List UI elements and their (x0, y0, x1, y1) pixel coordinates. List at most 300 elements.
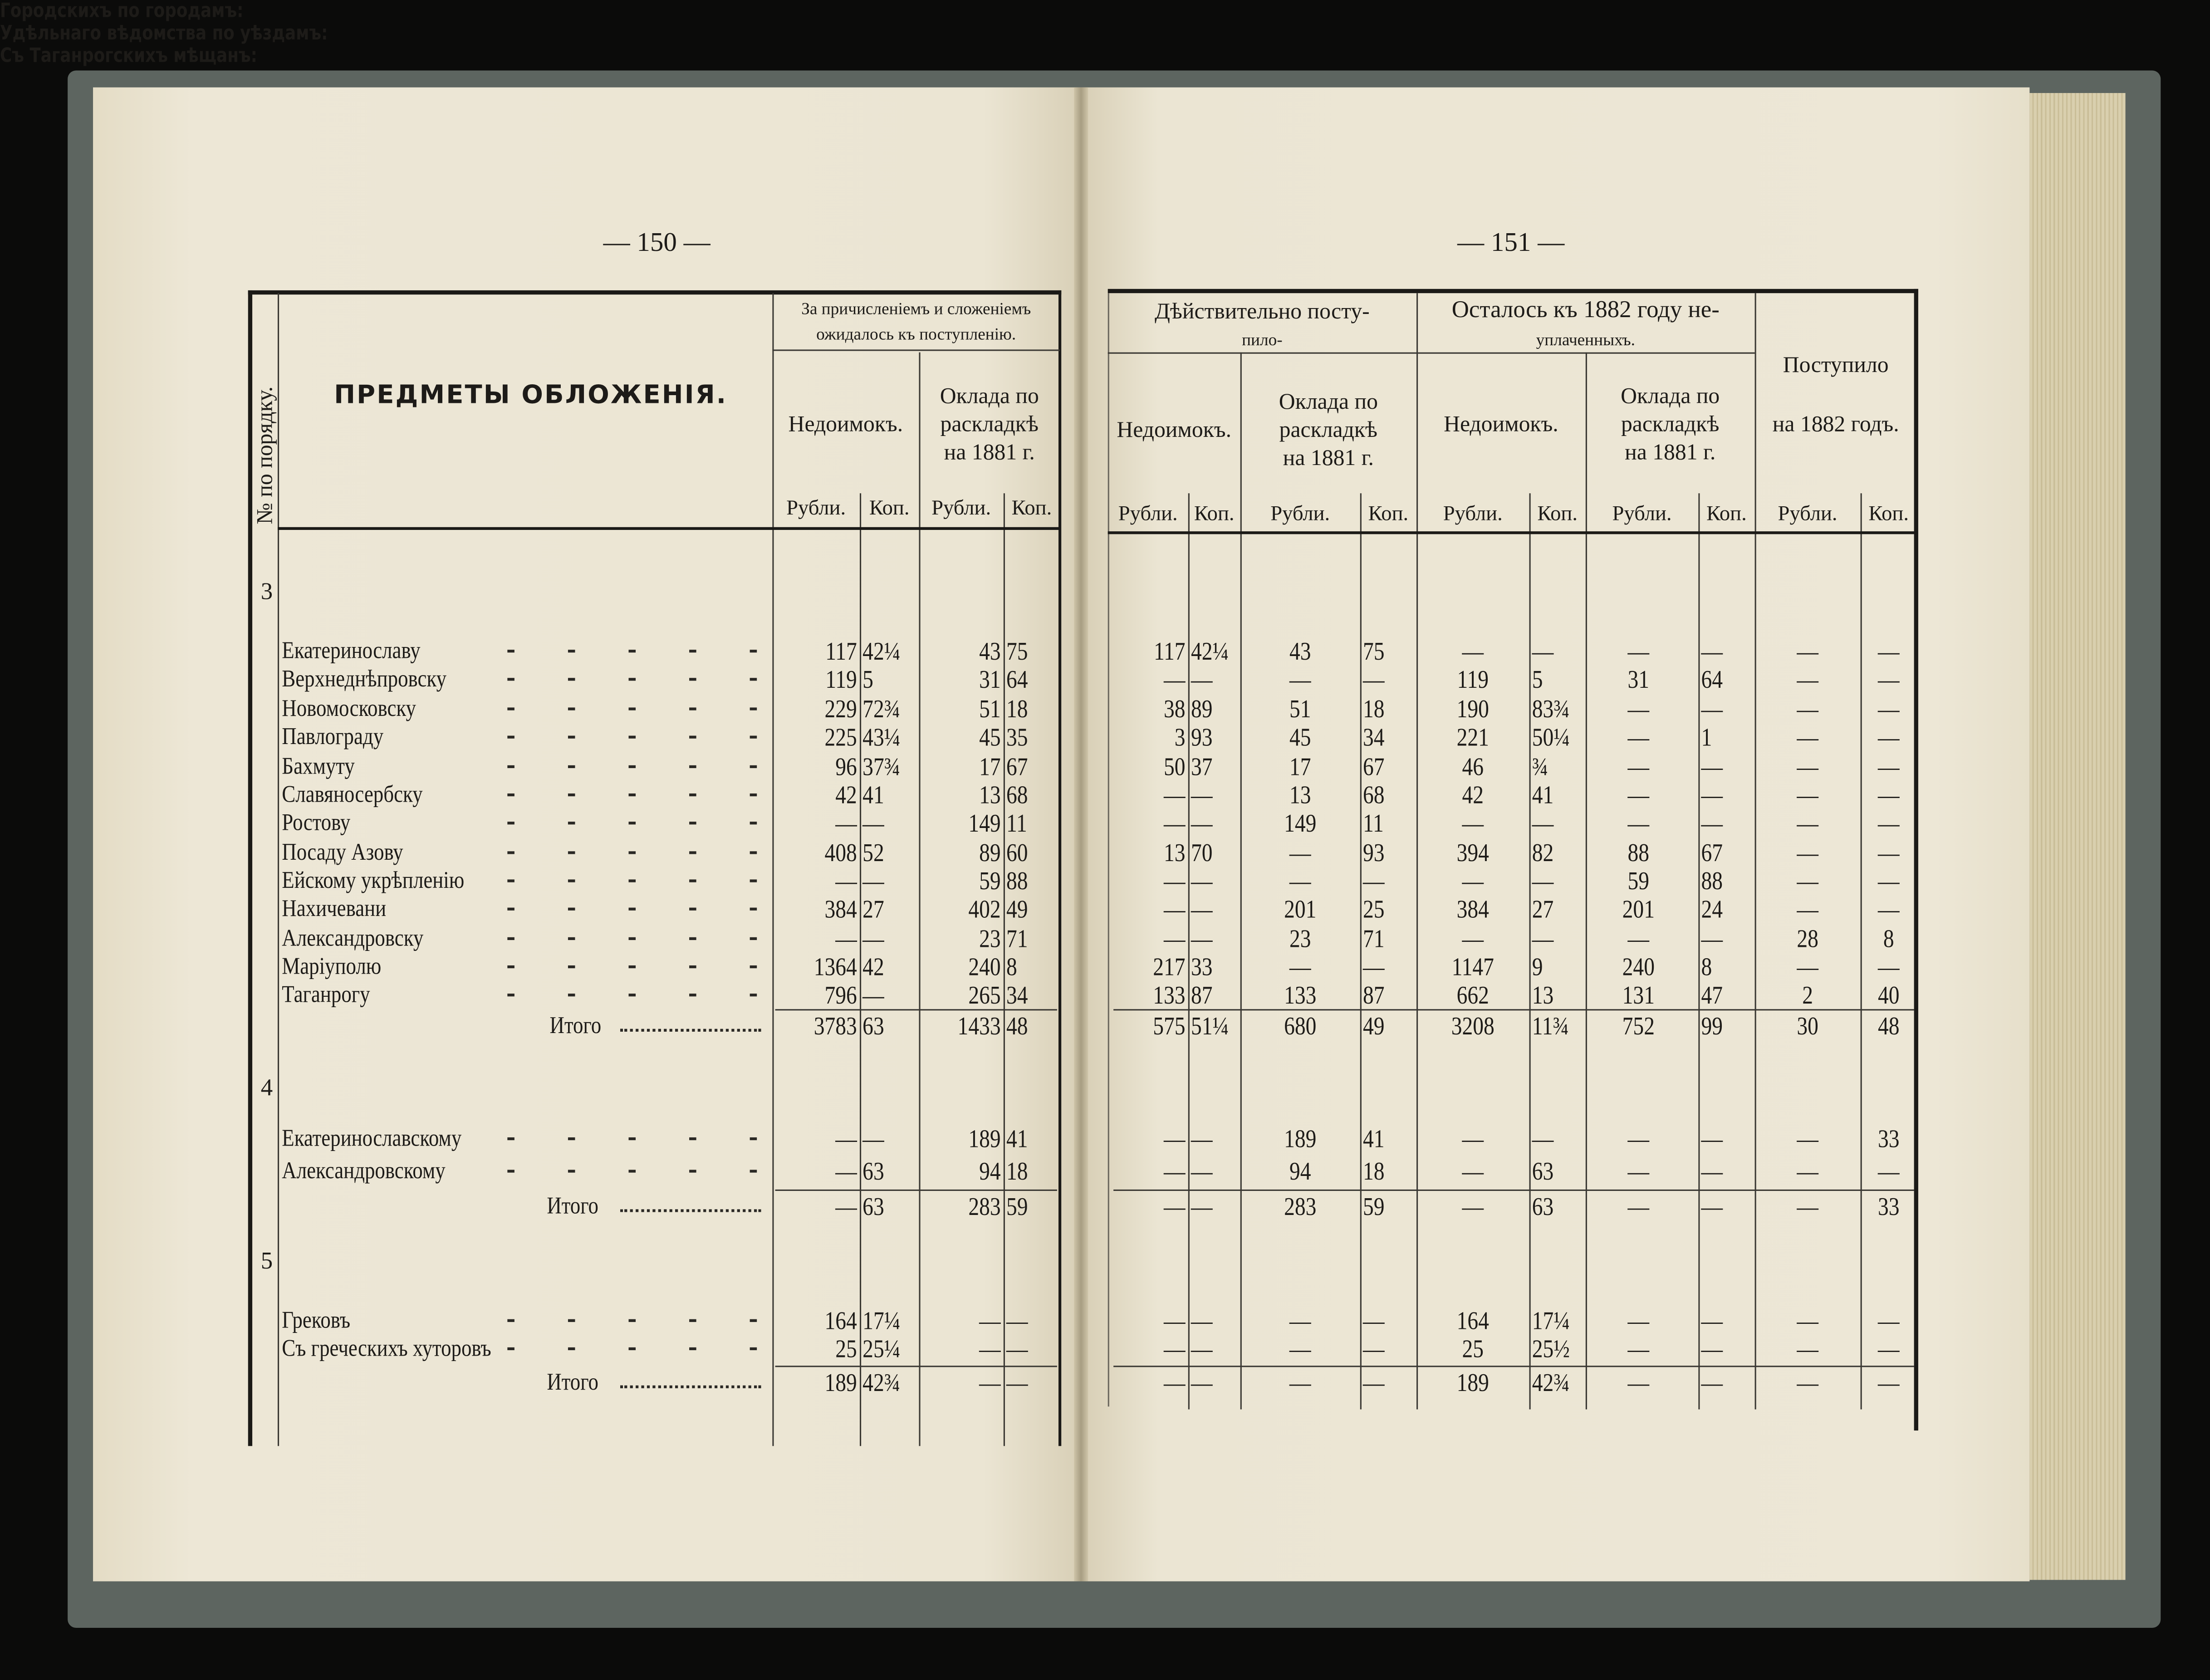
value-cell: 93 (1191, 723, 1213, 751)
value-cell: — (1797, 1124, 1818, 1153)
section-title: Съ Таганрогскихъ мѣщанъ: (0, 45, 257, 68)
total-cell: — (1627, 1192, 1650, 1221)
value-cell: — (1701, 1334, 1723, 1363)
value-cell: 17 (979, 752, 1001, 781)
leader-dash (507, 965, 515, 968)
value-cell: 89 (1191, 695, 1213, 723)
leader-dash (568, 707, 575, 710)
value-cell: 34 (1006, 981, 1028, 1009)
value-cell: 88 (1627, 838, 1650, 867)
row-label: Съ греческихъ хуторовъ (282, 1334, 491, 1362)
value-cell: 402 (968, 895, 1001, 923)
value-cell: — (1532, 637, 1554, 666)
value-cell: 119 (825, 665, 857, 694)
value-cell: 68 (1006, 781, 1028, 809)
value-cell: 45 (1289, 723, 1311, 751)
value-cell: — (1877, 695, 1900, 723)
value-cell: 41 (862, 781, 884, 809)
value-cell: 41 (1532, 781, 1554, 809)
assessment-header-1: Оклада по (1279, 390, 1378, 415)
row-label: Александровску (282, 924, 424, 951)
value-cell: — (1532, 1124, 1554, 1153)
leader-dash (628, 736, 636, 739)
value-cell: — (1797, 1306, 1818, 1335)
subjects-column-header: ПРЕДМЕТЫ ОБЛОЖЕНІЯ. (334, 380, 728, 410)
leader-dash (507, 1137, 515, 1140)
value-cell: 87 (1362, 981, 1385, 1009)
total-cell: — (1797, 1368, 1818, 1397)
leader-dash (628, 1319, 636, 1322)
total-cell: 30 (1797, 1012, 1818, 1040)
value-cell: 63 (862, 1157, 884, 1185)
value-cell: — (1877, 809, 1900, 838)
rub-header: Рубли. (786, 497, 846, 520)
received-header: Дѣйствительно посту- (1155, 300, 1370, 324)
value-cell: 240 (968, 952, 1001, 981)
total-cell: — (1627, 1368, 1650, 1397)
value-cell: 189 (1284, 1124, 1317, 1153)
assessment-header-2: раскладкѣ (1279, 418, 1378, 443)
value-cell: 72¾ (862, 695, 901, 723)
value-cell: 50¼ (1532, 723, 1570, 751)
leader-dash (507, 707, 515, 710)
value-cell: — (1164, 867, 1186, 895)
value-cell: 88 (1701, 867, 1723, 895)
value-cell: 40 (1877, 981, 1900, 1009)
leader-dash (628, 1170, 636, 1172)
value-cell: — (1289, 1306, 1311, 1335)
leader-dash (628, 1137, 636, 1140)
value-cell: 59 (1627, 867, 1650, 895)
value-cell: 13 (1289, 781, 1311, 809)
value-cell: — (1797, 1334, 1818, 1363)
value-cell: — (1797, 1157, 1818, 1185)
value-cell: 28 (1797, 924, 1818, 953)
received-header-line2: пило- (1242, 329, 1283, 350)
value-cell: — (1191, 1157, 1213, 1185)
total-cell: 59 (1362, 1192, 1385, 1221)
arrears-header: Недоимокъ. (788, 413, 903, 437)
rub-header: Рубли. (1118, 503, 1178, 526)
total-cell: 48 (1006, 1012, 1028, 1040)
leader-dash (568, 822, 575, 824)
value-cell: 37¾ (862, 752, 901, 781)
row-label: Верхнеднѣпровску (282, 665, 447, 692)
value-cell: — (1877, 952, 1900, 981)
total-label: Итого (547, 1368, 598, 1396)
value-cell: 240 (1622, 952, 1655, 981)
leader-dash (689, 1347, 696, 1350)
leader-dash (568, 1137, 575, 1140)
value-cell: 149 (968, 809, 1001, 838)
value-cell: 68 (1362, 781, 1385, 809)
total-cell: 49 (1362, 1012, 1385, 1040)
value-cell: — (1164, 809, 1186, 838)
value-cell: — (1797, 781, 1818, 809)
value-cell: — (1532, 809, 1554, 838)
value-cell: 52 (862, 838, 884, 867)
leader-dash (750, 793, 757, 796)
value-cell: — (1289, 867, 1311, 895)
leader-dash (507, 822, 515, 824)
value-cell: 217 (1153, 952, 1186, 981)
leader-dash (568, 937, 575, 940)
value-cell: — (1191, 1334, 1213, 1363)
leader-dash (568, 678, 575, 681)
total-cell: — (1462, 1192, 1484, 1221)
total-cell: 59 (1006, 1192, 1028, 1221)
value-cell: 2 (1802, 981, 1813, 1009)
total-cell: — (979, 1368, 1001, 1397)
value-cell: — (835, 1157, 857, 1185)
value-cell: — (1701, 1124, 1723, 1153)
value-cell: — (1462, 867, 1484, 895)
value-cell: — (1877, 1334, 1900, 1363)
value-cell: 42¼ (862, 637, 901, 666)
value-cell: 408 (824, 838, 857, 867)
value-cell: — (1797, 952, 1818, 981)
total-rule (1113, 1190, 1914, 1191)
value-cell: — (1627, 781, 1650, 809)
leader-dash (507, 1170, 515, 1172)
leader-dash (628, 765, 636, 768)
value-cell: 25¼ (862, 1334, 901, 1363)
value-cell: 11 (1006, 809, 1027, 838)
total-cell: — (1164, 1368, 1186, 1397)
value-cell: 34 (1362, 723, 1385, 751)
value-cell: 13 (979, 781, 1001, 809)
value-cell: — (1164, 1306, 1186, 1335)
value-cell: 18 (1362, 695, 1385, 723)
value-cell: 662 (1456, 981, 1489, 1009)
value-cell: 189 (968, 1124, 1001, 1153)
total-rule (775, 1366, 1057, 1367)
leader-dash (689, 678, 696, 681)
value-cell: 17 (1289, 752, 1311, 781)
total-cell: 11¾ (1532, 1012, 1569, 1040)
value-cell: 8 (1883, 924, 1894, 953)
value-cell: — (1627, 809, 1650, 838)
value-cell: 384 (824, 895, 857, 923)
value-cell: 17¼ (1532, 1306, 1570, 1335)
group-header: За причисленіемъ и сложеніемъ (801, 299, 1031, 319)
total-cell: — (1797, 1192, 1818, 1221)
value-cell: 8 (1701, 952, 1712, 981)
leader-dash (507, 793, 515, 796)
value-cell: 60 (1006, 838, 1028, 867)
value-cell: 43 (1289, 637, 1311, 666)
value-cell: — (1877, 1306, 1900, 1335)
leader-dash (568, 994, 575, 996)
total-cell: 99 (1701, 1012, 1723, 1040)
value-cell: 18 (1006, 1157, 1028, 1185)
value-cell: 1147 (1451, 952, 1494, 981)
leader-dash (507, 1319, 515, 1322)
total-cell: 63 (862, 1192, 884, 1221)
value-cell: — (1462, 1124, 1484, 1153)
row-label: Ростову (282, 809, 351, 836)
row-label: Бахмуту (282, 752, 355, 779)
value-cell: 201 (1622, 895, 1655, 923)
value-cell: — (1877, 838, 1900, 867)
value-cell: 190 (1456, 695, 1489, 723)
value-cell: — (1701, 924, 1723, 953)
leader-dash (568, 1347, 575, 1350)
section-number: 5 (260, 1247, 273, 1274)
value-cell: — (1191, 1124, 1213, 1153)
total-cell: — (1164, 1192, 1186, 1221)
value-cell: 18 (1362, 1157, 1385, 1185)
value-cell: — (835, 867, 857, 895)
total-label: Итого (547, 1192, 598, 1220)
value-cell: — (1532, 867, 1554, 895)
value-cell: 117 (825, 637, 857, 666)
value-cell: 59 (979, 867, 1001, 895)
row-label: Новомосковску (282, 695, 416, 722)
value-cell: 25 (835, 1334, 857, 1363)
value-cell: — (1191, 665, 1213, 694)
leader-dash (689, 965, 696, 968)
leader-dash (750, 851, 757, 854)
value-cell: 41 (1362, 1124, 1385, 1153)
value-cell: — (1627, 1334, 1650, 1363)
leader-dash (689, 765, 696, 768)
leader-dash (507, 851, 515, 854)
value-cell: 67 (1362, 752, 1385, 781)
value-cell: — (1627, 1124, 1650, 1153)
value-cell: — (1877, 895, 1900, 923)
total-cell: 283 (1284, 1192, 1317, 1221)
leader-dash (628, 879, 636, 882)
total-cell: 48 (1877, 1012, 1900, 1040)
value-cell: — (1797, 895, 1818, 923)
value-cell: 35 (1006, 723, 1028, 751)
value-cell: — (1191, 924, 1213, 953)
total-cell: — (1362, 1368, 1385, 1397)
value-cell: 149 (1284, 809, 1317, 838)
page-number-left: — 150 — (603, 228, 711, 258)
value-cell: — (1797, 867, 1818, 895)
value-cell: — (862, 809, 884, 838)
leader-dash (507, 908, 515, 911)
kop-header: Коп. (1537, 503, 1578, 526)
value-cell: — (1164, 924, 1186, 953)
kop-header: Коп. (1368, 503, 1409, 526)
leader-dash (750, 1137, 757, 1140)
value-cell: 41 (1006, 1124, 1028, 1153)
leader-dash (507, 1347, 515, 1350)
value-cell: 23 (1289, 924, 1311, 953)
value-cell: — (1164, 1157, 1186, 1185)
value-cell: — (1877, 665, 1900, 694)
leader-dash (689, 822, 696, 824)
leader-dash (750, 736, 757, 739)
received-1882-header-1: Поступило (1783, 353, 1889, 378)
leader-dash (689, 707, 696, 710)
value-cell: — (1701, 809, 1723, 838)
value-cell: 229 (824, 695, 857, 723)
assessment-header-1: Оклада по (1621, 385, 1720, 409)
value-cell: — (1797, 665, 1818, 694)
value-cell: 3 (1174, 723, 1186, 751)
leader-dash (689, 1170, 696, 1172)
value-cell: 31 (1627, 665, 1650, 694)
leader-dash (689, 736, 696, 739)
leader-dash (507, 678, 515, 681)
value-cell: — (862, 924, 884, 953)
total-cell: 680 (1284, 1012, 1317, 1040)
leader-dash (689, 1137, 696, 1140)
total-cell: — (1877, 1368, 1900, 1397)
leader-dash (689, 1319, 696, 1322)
row-label: Екатеринославскому (282, 1124, 462, 1152)
value-cell: 88 (1006, 867, 1028, 895)
value-cell: — (1877, 752, 1900, 781)
value-cell: 31 (979, 665, 1001, 694)
value-cell: 1 (1701, 723, 1712, 751)
rub-header: Рубли. (1443, 503, 1503, 526)
total-cell: — (1191, 1192, 1213, 1221)
value-cell: 221 (1456, 723, 1489, 751)
value-cell: — (1006, 1306, 1028, 1335)
kop-header: Коп. (1868, 503, 1909, 526)
value-cell: 117 (1154, 637, 1186, 666)
received-1882-header-2: на 1882 годъ. (1772, 413, 1899, 437)
leader-dash (750, 879, 757, 882)
value-cell: — (1164, 1124, 1186, 1153)
value-cell: — (1797, 637, 1818, 666)
leader-dash (507, 650, 515, 652)
leader-dash (750, 707, 757, 710)
leader-dash (750, 937, 757, 940)
value-cell: — (1627, 752, 1650, 781)
value-cell: 5 (1532, 665, 1543, 694)
total-cell: 42¾ (1532, 1368, 1570, 1397)
section-title: Городскихъ по городамъ: (0, 0, 244, 23)
value-cell: 94 (979, 1157, 1001, 1185)
value-cell: — (1462, 809, 1484, 838)
value-cell: 42¼ (1191, 637, 1229, 666)
remaining-header-line2: уплаченныхъ. (1536, 329, 1635, 350)
group-header-line2: ожидалось къ поступленію. (816, 324, 1016, 344)
value-cell: — (1006, 1334, 1028, 1363)
value-cell: — (1191, 1306, 1213, 1335)
row-label: Павлограду (282, 723, 384, 750)
total-cell: — (835, 1192, 857, 1221)
value-cell: 93 (1362, 838, 1385, 867)
total-rule (1113, 1009, 1914, 1010)
value-cell: — (1362, 867, 1385, 895)
value-cell: 33 (1877, 1124, 1900, 1153)
leader-dots (620, 1029, 761, 1033)
assessment-header-2: раскладкѣ (940, 413, 1039, 437)
total-rule (775, 1190, 1057, 1191)
value-cell: 96 (835, 752, 857, 781)
value-cell: 1364 (813, 952, 857, 981)
row-label: Славяносербску (282, 781, 423, 808)
value-cell: — (1877, 781, 1900, 809)
value-cell: 67 (1701, 838, 1723, 867)
assessment-header-2: раскладкѣ (1621, 413, 1720, 437)
leader-dash (628, 650, 636, 652)
leader-dash (507, 994, 515, 996)
value-cell: — (1877, 723, 1900, 751)
leader-dash (628, 793, 636, 796)
leader-dash (750, 994, 757, 996)
total-cell: 189 (1456, 1368, 1489, 1397)
rub-header: Рубли. (1270, 503, 1330, 526)
value-cell: — (1362, 1306, 1385, 1335)
leader-dash (750, 650, 757, 652)
value-cell: — (1532, 924, 1554, 953)
leader-dash (568, 965, 575, 968)
value-cell: 131 (1622, 981, 1655, 1009)
row-label: Посаду Азову (282, 838, 403, 866)
value-cell: 8 (1006, 952, 1017, 981)
value-cell: — (979, 1306, 1001, 1335)
total-cell: — (1006, 1368, 1028, 1397)
value-cell: 17¼ (862, 1306, 901, 1335)
value-cell: 133 (1284, 981, 1317, 1009)
value-cell: 38 (1164, 695, 1186, 723)
section-title: Удѣльнаго вѣдомства по уѣздамъ: (0, 22, 328, 45)
leader-dash (507, 937, 515, 940)
total-cell: 51¼ (1191, 1012, 1229, 1040)
leader-dash (628, 1347, 636, 1350)
leader-dash (507, 765, 515, 768)
value-cell: 9 (1532, 952, 1543, 981)
value-cell: — (1797, 809, 1818, 838)
leader-dash (628, 851, 636, 854)
value-cell: — (1362, 665, 1385, 694)
value-cell: 18 (1006, 695, 1028, 723)
kop-header: Коп. (1706, 503, 1747, 526)
value-cell: — (1797, 838, 1818, 867)
value-cell: — (1164, 895, 1186, 923)
row-label: Грековъ (282, 1306, 351, 1333)
total-rule (1113, 1366, 1914, 1367)
value-cell: 119 (1457, 665, 1489, 694)
leader-dash (689, 879, 696, 882)
section-number: 3 (260, 578, 273, 605)
rub-header: Рубли. (1612, 503, 1672, 526)
total-cell: 42¾ (862, 1368, 901, 1397)
value-cell: 25 (1462, 1334, 1484, 1363)
leader-dash (568, 851, 575, 854)
value-cell: 25½ (1532, 1334, 1570, 1363)
value-cell: — (1627, 924, 1650, 953)
total-cell: — (1289, 1368, 1311, 1397)
total-cell: — (1701, 1368, 1723, 1397)
assessment-header-3: на 1881 г. (944, 441, 1035, 465)
value-cell: 71 (1362, 924, 1385, 953)
value-cell: 71 (1006, 924, 1028, 953)
arrears-header: Недоимокъ. (1444, 413, 1558, 437)
assessment-header-3: на 1881 г. (1283, 446, 1374, 471)
value-cell: 13 (1532, 981, 1554, 1009)
value-cell: — (1164, 781, 1186, 809)
rub-header: Рубли. (1778, 503, 1838, 526)
leader-dash (689, 937, 696, 940)
leader-dash (507, 736, 515, 739)
value-cell: 64 (1701, 665, 1723, 694)
value-cell: 42 (862, 952, 884, 981)
leader-dash (689, 851, 696, 854)
value-cell: 94 (1289, 1157, 1311, 1185)
value-cell: — (1191, 809, 1213, 838)
value-cell: — (1701, 695, 1723, 723)
total-cell: — (1191, 1368, 1213, 1397)
